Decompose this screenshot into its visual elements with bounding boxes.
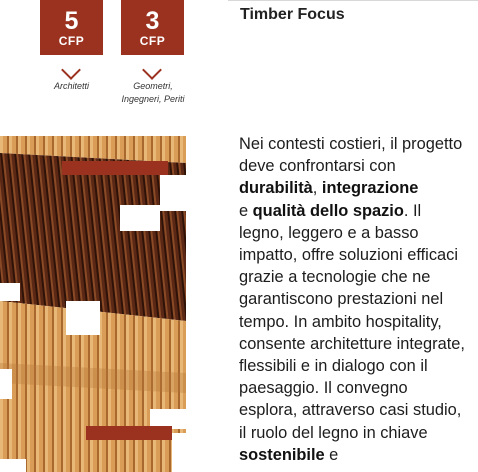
emphasis-space-quality: qualità dello spazio	[252, 201, 404, 220]
credit-unit: CFP	[58, 34, 85, 48]
credit-number: 3	[145, 7, 160, 35]
chevron-down-icon	[61, 60, 81, 80]
chevron-down-icon	[142, 60, 162, 80]
section-title: Timber Focus	[240, 6, 345, 23]
emphasis-integration: integrazione	[321, 179, 419, 198]
event-description: Nei contesti costieri, il progetto deve confrontarsi con durabilità, integrazione e qualità dello spazio. Il legno, leggero e a basso impatto, offre soluzioni efficaci grazie a tecnologie che ne garantiscono prestazioni nel tempo. In ambito hospitality, consente architetture integrate, flessibili e in dialogo con il paesaggio. Il convegno esplora, attraverso casi studio, il ruolo del legno in chiave sostenibile e	[239, 135, 465, 464]
credit-number: 5	[64, 7, 79, 35]
credit-badge-engineers	[121, 0, 184, 55]
divider	[228, 0, 478, 1]
wood-slats-image	[0, 133, 188, 472]
credit-caption-engineers: Geometri, Ingegneri, Periti	[121, 81, 185, 104]
credit-unit: CFP	[139, 34, 166, 48]
emphasis-durability: durabilità	[239, 179, 313, 198]
credit-caption-architects: Architetti	[53, 81, 89, 91]
emphasis-sustainable: sostenibile	[239, 445, 325, 464]
credit-badge-architects	[40, 0, 103, 55]
